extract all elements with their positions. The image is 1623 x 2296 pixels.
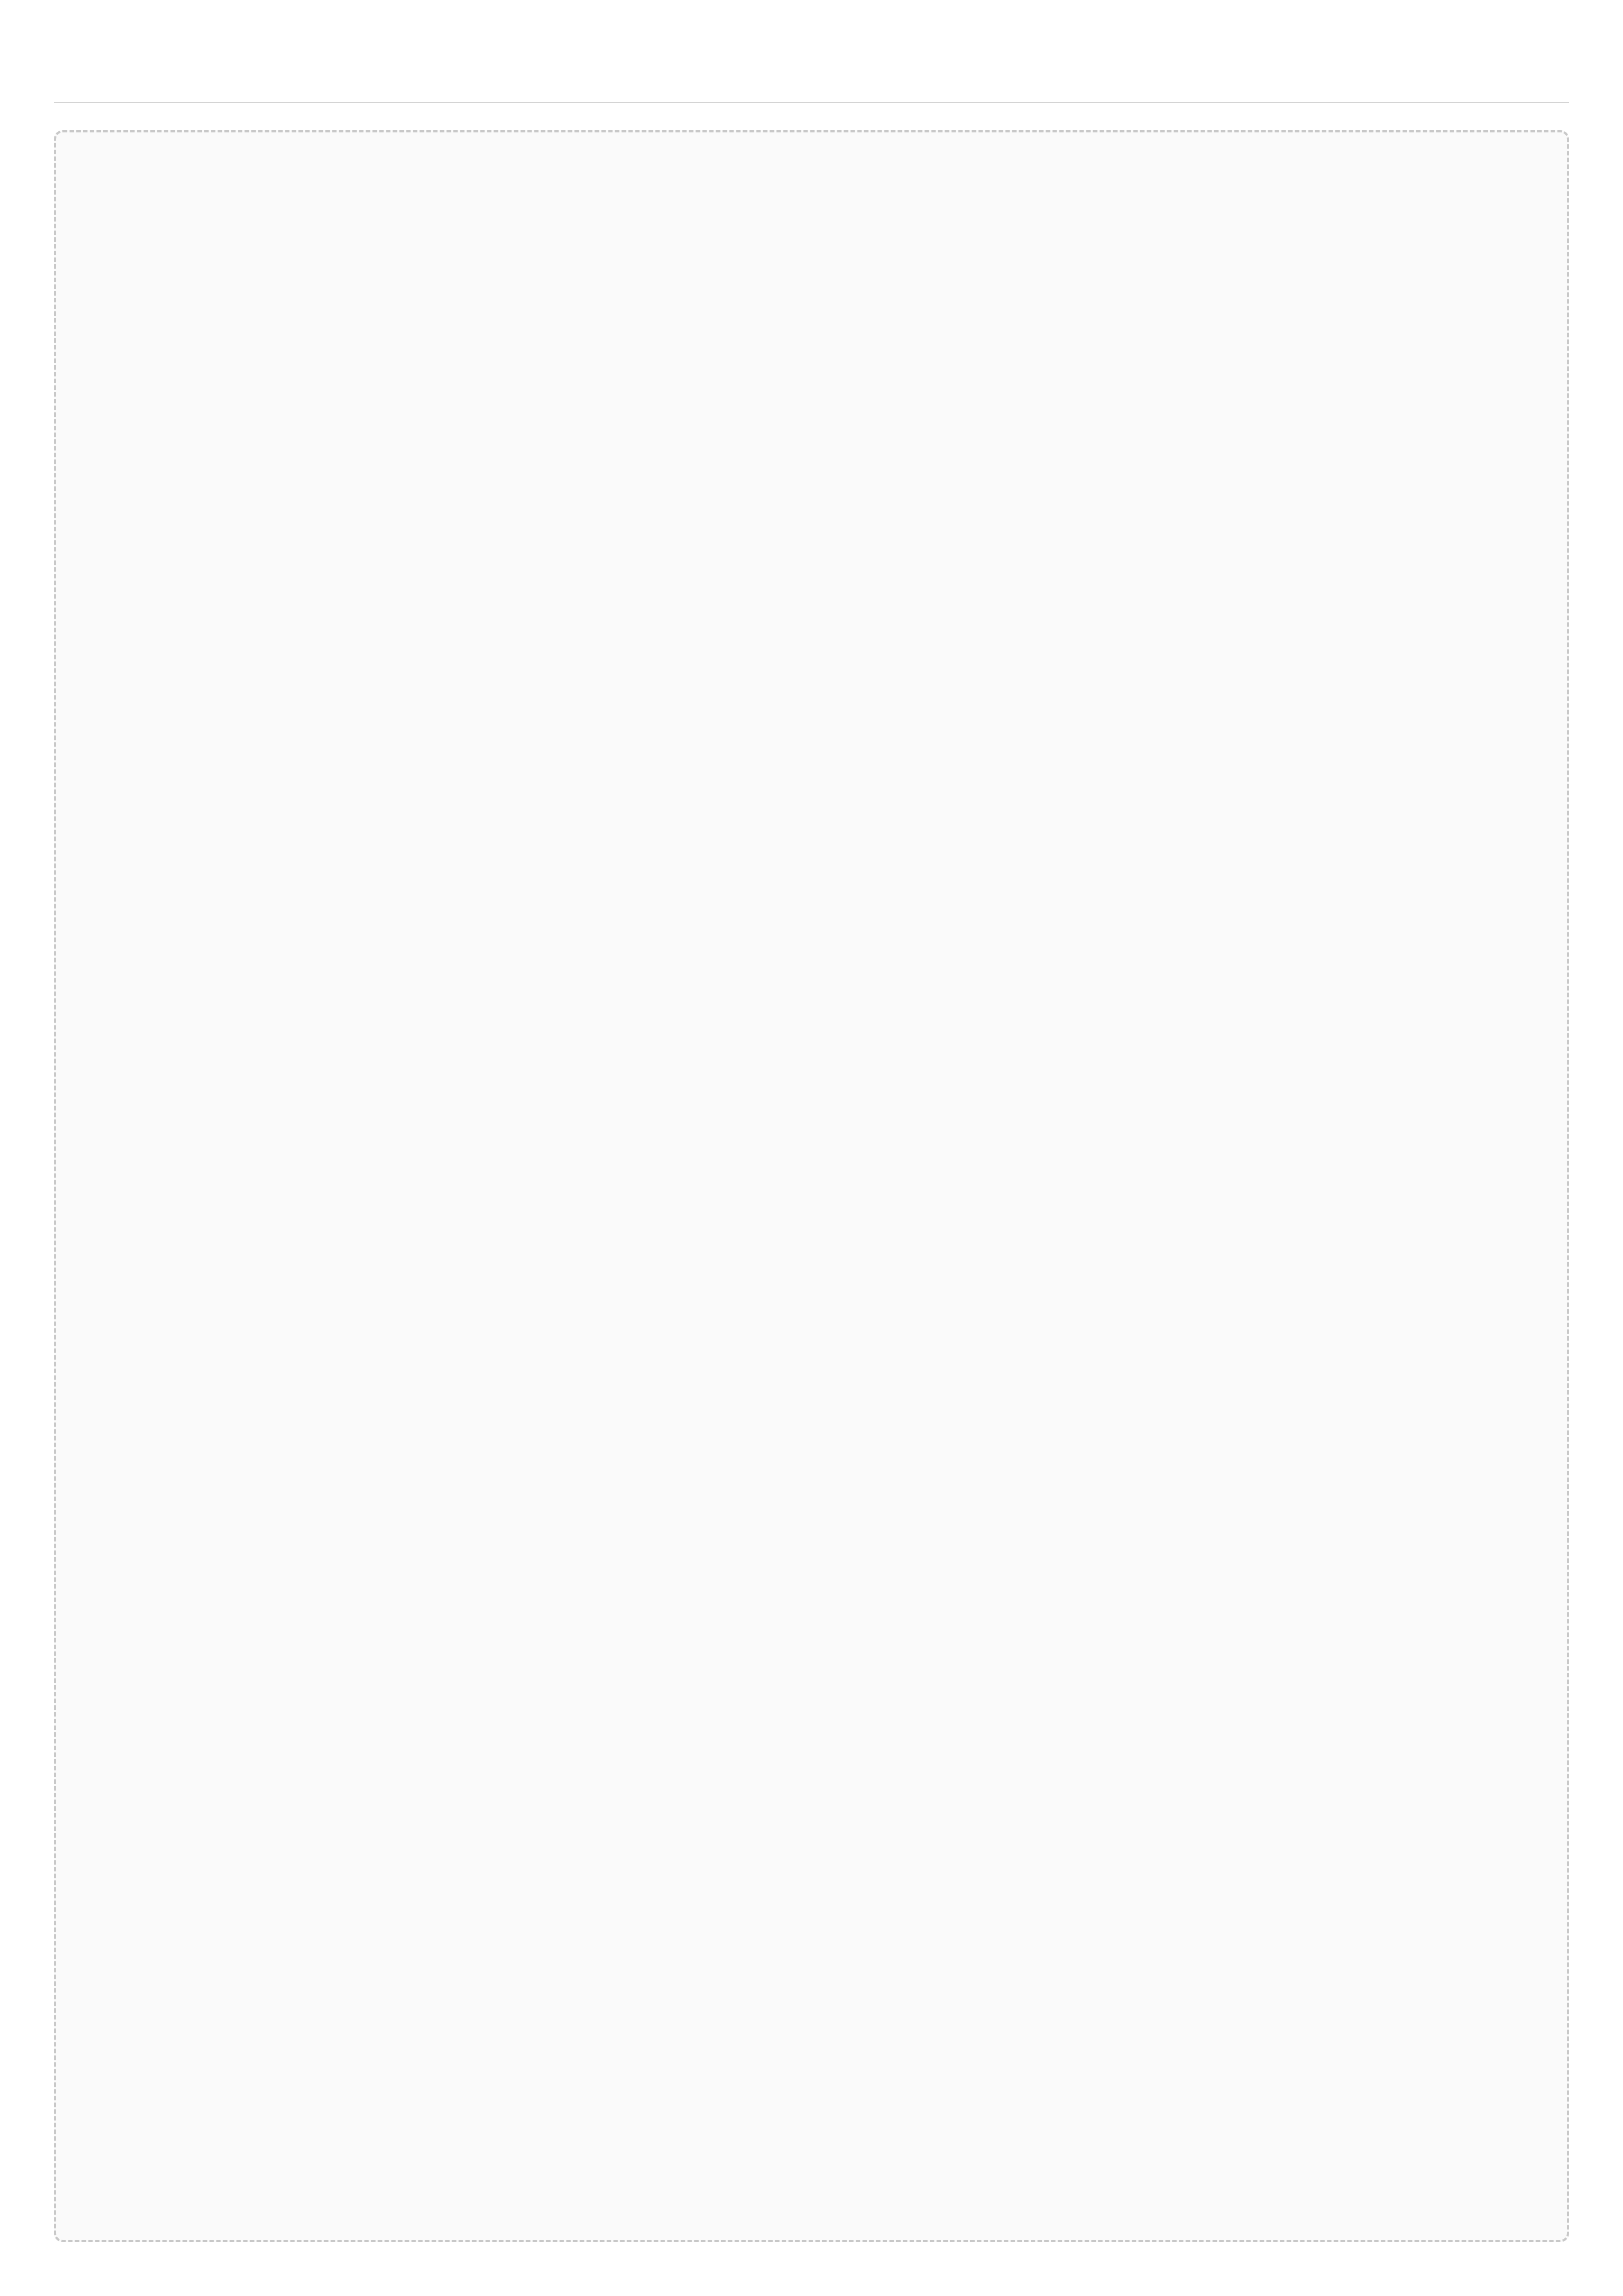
window-title bbox=[54, 54, 1569, 103]
content-region bbox=[54, 130, 1569, 2242]
